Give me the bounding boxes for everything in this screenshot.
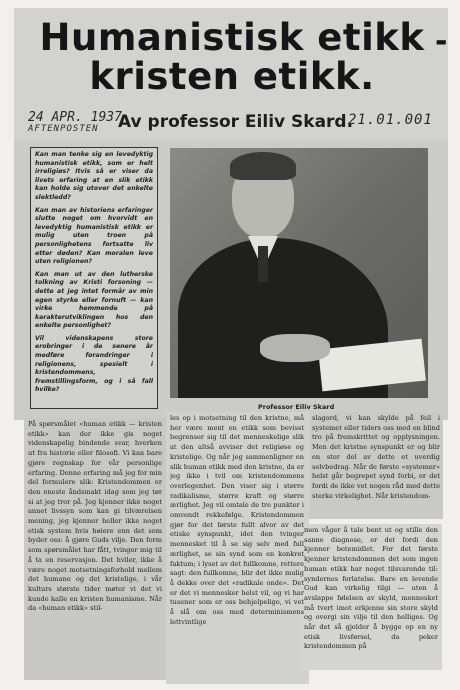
portrait-hair [230,152,296,180]
column-2-text: les op i motsetning til den kristne, må her være ment en etikk som bevisst begrenser sig til det menneskelige slik at den altså avviser det religiøse og kristelige. Og når jeg sammenligner en slik human etikk med den kristne, da er jeg ikke i tvil om kristendommens overlegenhet. Den viser sig i større radikalisme, større kraft og større ærlighet. Jeg vil omtale de tre punkter i omvendt rekkefølge. Kristendommen gjør for det første fullt alvor av det etiske synspunkt, idet den tvinger mennesket til å se sig selv med full ærlighet, se sin synd som en konkret faktum; i lyset av det fullkomne, rettere sagt: den fullkomne, blir det ikke mulig å dekke over det «radikale onde». Det er det vi mennesker helst vil, og vi har tusener som er oss behjelpelige, vi vet å slå om oss med determinismens lettvintlige [170,414,304,626]
article-headline [22,16,448,98]
column-1-text: På spørsmålet «human etikk — kristen etikk» kan der ikke gis noget videnskapelig bindende svar, hverken ut fra historie eller filosofi. Vi kan bare gjøre regnskap for vår personlige erfaring. Denne erfaring må jeg for min del formulere slik: Kristendommen er den eneste åndsmakt idag som jeg tør si at jeg tror på. Jeg kjenner ikke noget annet livssyn som kan gi tilværelsen mening, jeg kjenner heller ikke noget etisk system hvis høiere enn det som byder oss: å gjøre Guds vilje. Den form som spørsmålet har fått, tvinger mig til å ta en reservasjon. Det hviler, ikke å være noget motsetningsforhold mellem det humane og det kristelige, i vår kulturs største tider møter vi det vi kunde kalle en kristen humanisme. Når da «human etikk» stil- [28,420,162,613]
intro-question-4: Vil videnskapens store erobringer i de senere år medføre forandringer i religionens, spesielt i kristendommens, fremstillingsform, og i så fall hvilke? [35,334,153,394]
intro-questions-box [30,147,158,409]
handwritten-reference-number: 21.01.001 [348,112,433,128]
headline-line-2: kristen etikk. [89,55,375,98]
photo-caption: Professor Eiliv Skard [258,403,335,411]
article-column-2 [170,414,304,680]
intro-question-2: Kan man av historiens erfaringer slutte noget om hvorvidt en levedyktig humanistisk etikk er mulig uten troen på personlighetens fortsatte liv etter døden? Kan moralen leve uten religionen? [35,206,153,266]
article-column-1 [28,420,162,675]
article-column-4 [304,526,438,666]
article-column-3 [312,414,440,516]
column-3-text: slagord, vi kan skylde på feil i systemet eller tiders oss med en blind tro på fremskrittet og opplysningen. Men det kristne synspunkt er og blir en stor del av dette et uverdig selvbedrag. Når de første «systemer» helst går begrepet synd forbi, er det fordi de ikke vet nogen råd med dette sterke virkelighet. Når kristendom- [312,414,440,500]
article-byline: Av professor Eiliv Skard. [118,112,354,132]
portrait-tie [258,246,268,282]
handwritten-date: 24 APR. 1937 [28,110,122,125]
intro-question-1: Kan man tenke sig en levedyktig humanistisk etikk, som er helt irreligiøs? Itvis så er viser da livets erfaring at en slik etikk kan holde sig utover det enkelte slektledd? [35,151,153,201]
author-portrait-photo [170,148,428,398]
column-4-text: men våger å tale bent ut og stille den sanne diagnose, er det fordi den kjenner botemidlet. For det første kjenner kristendommen det som ingen human etikk har noget tilsvarende til: syndernes forlatelse. Bare en levende Gud kan virkelig tilgi — uten å avslappe følelsen av skyld, mennesket må tvert imot erkjenne sin store skyld og overgi sin vilje til den helliges. Og når det så gjelder å bygge op en ny etisk livsførsel, da peker kristendommen på [304,526,438,651]
intro-question-3: Kan man ut av den lutherske tolkning av Kristi forsoning — dette at jeg intet formår av min egen styrke eller fornuft — kan virke hemmende på karakterutviklingen hos den enkelte personlighet? [35,270,153,330]
headline-dash: - [435,24,448,59]
handwritten-newspaper-name: AFTENPOSTEN [28,124,99,134]
portrait-hands [260,334,330,362]
headline-line-1: Humanistisk etikk [39,16,425,59]
